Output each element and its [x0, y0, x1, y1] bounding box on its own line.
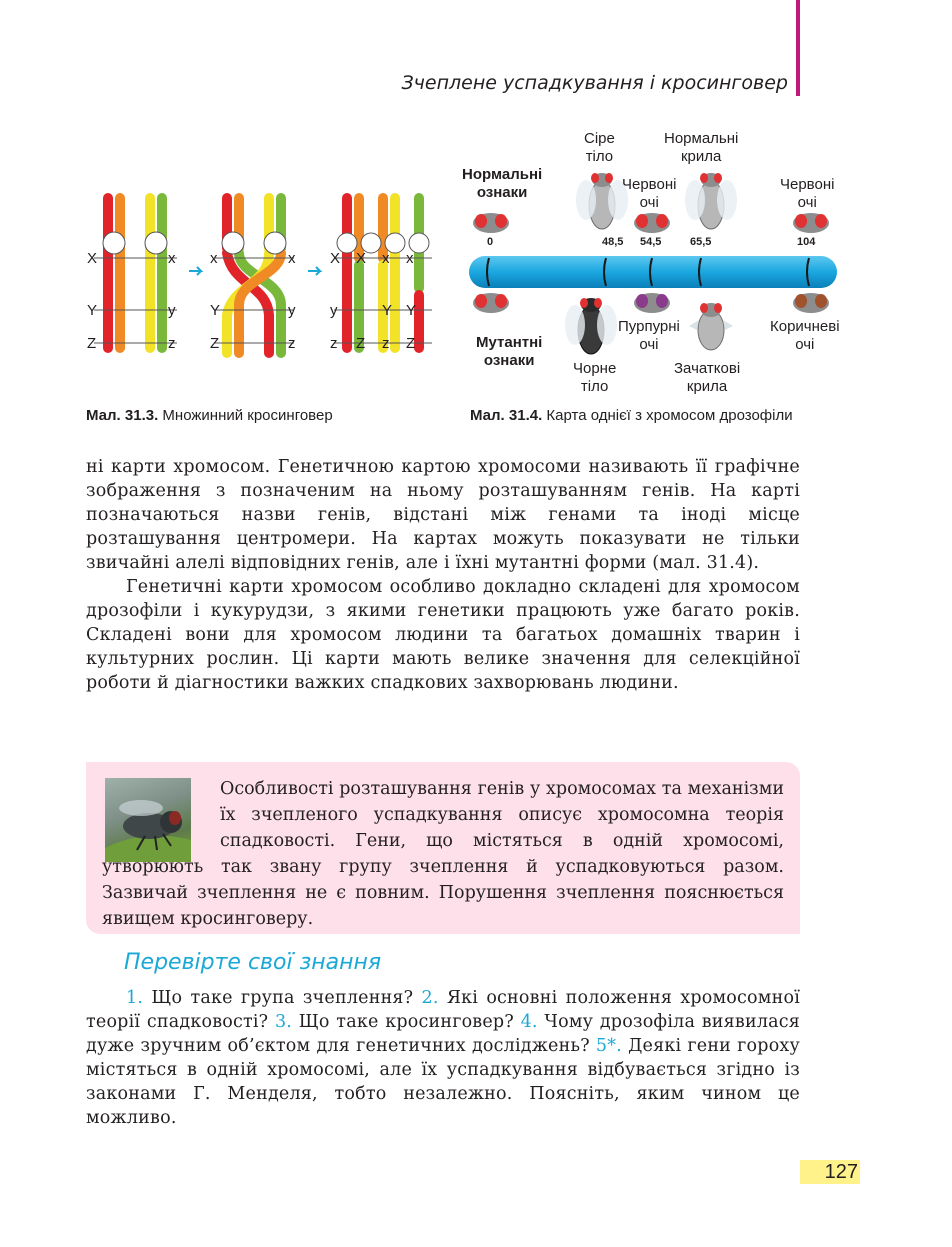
label-normal-wings: Нормальні крила — [664, 130, 739, 165]
label-gray-body: Сіре тіло — [584, 130, 615, 165]
question-number: 5*. — [595, 1036, 622, 1056]
header-accent-bar — [796, 0, 800, 96]
gene-label-x: x — [382, 250, 390, 267]
map-position: 0 — [487, 236, 494, 248]
label-vestigial-wings: Зачаткові крила — [674, 360, 741, 395]
question-text: Деякі гени гороху містяться в одній хромосомі, але їх успадкування відбувається згідно із законами Г. Менделя, тобто незалежно. Поясніть, яким чином це можливо. — [86, 1036, 800, 1128]
gene-label-Y: Y — [382, 302, 393, 319]
figure-caption-31-4: Мал. 31.4. Карта однієї з хромосом дрозофіли — [470, 407, 793, 424]
fly-head-icon — [473, 213, 509, 233]
chromosome-pair-1 — [94, 193, 177, 353]
question-number: 2. — [421, 988, 439, 1008]
paragraph: Генетичні карти хромосом особливо докладно складені для хромосом дрозофіли і кукурудзи, з якими генетики працюють уже багато років. Складені вони для хромосом людини та багатьох домашніх тварин і культурних рослин. Ці карти мають велике значення для селекційної роботи й діагностики важких спадкових захворювань людини. — [86, 577, 800, 693]
fly-gray-body-icon — [576, 173, 628, 229]
arrow-icon — [308, 267, 320, 275]
gene-label-X: X — [330, 250, 341, 267]
fly-head-icon — [634, 213, 670, 233]
question-text: Які основні положення хромосомної теорії спадковості? — [86, 988, 800, 1032]
label-purple-eyes: Пурпурні очі — [618, 318, 680, 353]
gene-label-y: y — [288, 302, 296, 319]
question-text: Що таке група зчеплення? — [143, 988, 422, 1008]
gene-label-x: x — [210, 250, 218, 267]
questions-heading: Перевірте свої знання — [124, 950, 382, 975]
gene-label-x: x — [406, 250, 414, 267]
gene-label-x: x — [168, 250, 176, 267]
question-number: 4. — [520, 1012, 538, 1032]
chromosome-pair-2 — [214, 193, 294, 353]
map-position: 104 — [797, 236, 816, 248]
summary-text: Особливості розташування генів у хромосомах та механізми їх зчепленого успадкування описує хромосомна теорія спадковості. Гени, що містяться в одній хромосомі, утворюють так звану групу зчеплення й успадковуються разом. Зазвичай зчеплення не є повним. Порушення зчеплення пояснюється явищем кросинговеру. — [102, 779, 784, 929]
mutant-traits-title: Мутантні ознаки — [476, 334, 543, 369]
fly-head-icon — [473, 293, 509, 313]
label-black-body: Чорне тіло — [573, 360, 617, 395]
questions-text — [86, 986, 800, 1130]
gene-label-z: z — [330, 335, 338, 352]
map-position: 54,5 — [640, 236, 662, 248]
fly-normal-wings-icon — [685, 173, 737, 229]
gene-label-Z: Z — [356, 335, 366, 352]
fly-vestigial-wings-icon — [689, 303, 733, 350]
running-header: Зчеплене успадкування і кросинговер — [401, 72, 788, 94]
question-number: 3. — [274, 1012, 293, 1032]
gene-label-z: z — [288, 335, 296, 352]
fly-purple-eyes-icon — [634, 293, 670, 313]
question-text: Що таке кросинговер? — [292, 1012, 521, 1032]
gene-label-y: y — [330, 302, 338, 319]
fly-head-icon — [793, 213, 829, 233]
arrow-icon — [189, 267, 201, 275]
map-position: 65,5 — [690, 236, 712, 248]
paragraph: ні карти хромосом. Генетичною картою хромосоми називають її графічне зображення з позначеним на ньому розташуванням генів. На карті позначаються назви генів, відстані між генами та іноді місце розташування центромери. На картах можуть показувати не тільки звичайні алелі відповідних генів, але і їхні мутантні форми (мал. 31.4). — [86, 457, 800, 573]
fly-brown-eyes-icon — [793, 293, 829, 313]
question-text: Чому дрозофіла виявилася дуже зручним об’єктом для генетичних досліджень? — [86, 1012, 801, 1056]
fly-black-body-icon — [565, 298, 617, 354]
chromosome-pair-3 — [334, 193, 432, 353]
multiple-crossover-figure — [82, 185, 442, 360]
gene-label-z: z — [382, 335, 390, 352]
gene-label-X: X — [356, 250, 367, 267]
label-brown-eyes: Коричневі очі — [770, 318, 840, 353]
gene-label-Z: Z — [210, 335, 220, 352]
gene-label-Y: Y — [406, 302, 417, 319]
gene-label-x: x — [288, 250, 296, 267]
gene-label-Y: Y — [210, 302, 221, 319]
gene-label-Z: Z — [406, 335, 416, 352]
gene-label-Z: Z — [87, 335, 97, 352]
gene-label-X: X — [87, 250, 98, 267]
gene-label-z: z — [168, 335, 176, 352]
gene-label-y: y — [168, 302, 176, 319]
label-red-eyes: Червоні очі — [622, 176, 677, 211]
figure-caption-31-3: Мал. 31.3. Множинний кросинговер — [86, 407, 333, 424]
normal-traits-title: Нормальні ознаки — [462, 166, 543, 201]
chromosome-bar — [469, 256, 837, 288]
gene-label-Y: Y — [87, 302, 98, 319]
question-number: 1. — [126, 988, 144, 1008]
label-red-eyes: Червоні очі — [780, 176, 835, 211]
map-position: 48,5 — [602, 236, 624, 248]
page-number: 127 — [800, 1160, 860, 1184]
body-text — [86, 455, 800, 695]
